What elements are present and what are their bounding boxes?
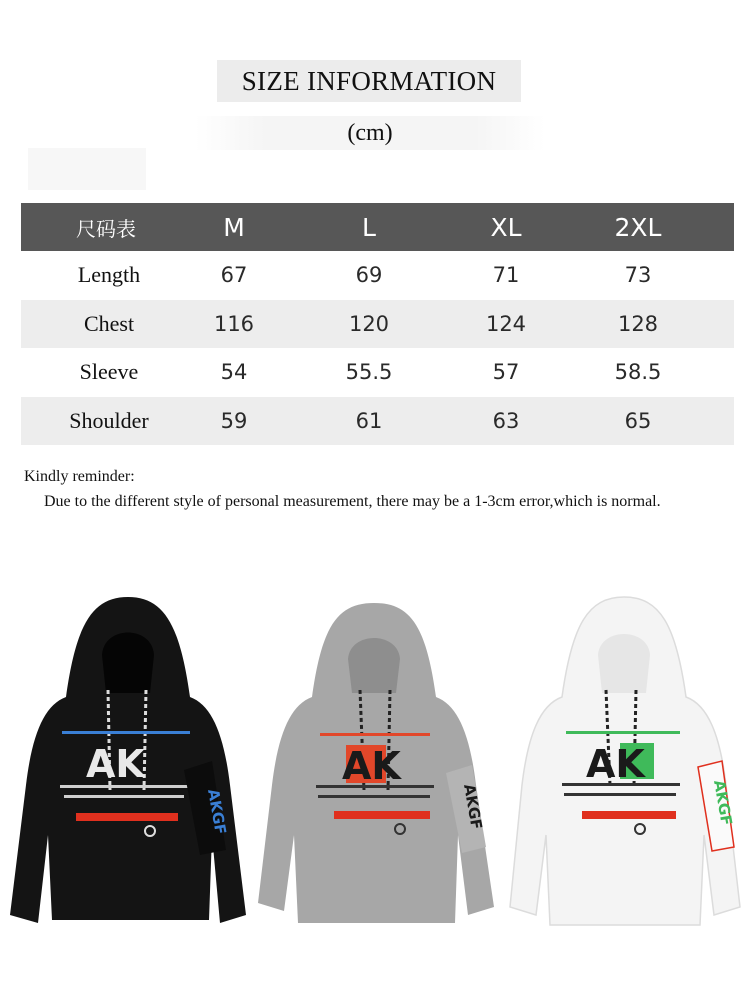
row-label: Sleeve bbox=[79, 359, 139, 385]
black-hoodie-image bbox=[4, 585, 254, 955]
row-label: Chest bbox=[83, 310, 135, 336]
page-title: SIZE INFORMATION bbox=[217, 60, 521, 102]
sleeve-print-text: AKGF bbox=[204, 787, 230, 836]
hood-opening bbox=[348, 638, 400, 693]
table-row-chest bbox=[21, 300, 734, 349]
reminder-text: Due to the different style of personal measurement, there may be a 1-3cm error,which is normal. bbox=[44, 493, 661, 510]
sleeve-print-text: AKGF bbox=[710, 778, 736, 827]
header-size-l: L bbox=[362, 212, 376, 242]
zipper-pocket bbox=[334, 811, 430, 819]
cell-value: 59 bbox=[220, 408, 248, 433]
cell-value: 58.5 bbox=[614, 360, 662, 385]
grey-hoodie-image bbox=[250, 585, 500, 955]
cell-value: 116 bbox=[213, 311, 255, 336]
row-label: Shoulder bbox=[69, 407, 149, 433]
front-print-text: AK bbox=[586, 742, 645, 786]
cell-value: 69 bbox=[355, 263, 383, 288]
cell-value: 63 bbox=[492, 408, 520, 433]
header-size-m: M bbox=[223, 212, 245, 242]
header-size-chart-label: 尺码表 bbox=[76, 216, 136, 241]
cell-value: 57 bbox=[492, 360, 520, 385]
white-hoodie-image bbox=[500, 585, 750, 955]
blurred-watermark-patch bbox=[28, 148, 146, 190]
zipper-pocket bbox=[582, 811, 676, 819]
hoodie-illustration bbox=[4, 585, 254, 955]
header-size-xl: XL bbox=[490, 212, 522, 242]
row-label: Length bbox=[77, 262, 141, 288]
hood-opening bbox=[102, 633, 154, 694]
front-print-text: AK bbox=[342, 744, 401, 788]
cell-value: 73 bbox=[624, 263, 652, 288]
cell-value: 65 bbox=[624, 408, 652, 433]
table-row-shoulder bbox=[21, 397, 734, 446]
cell-value: 54 bbox=[220, 360, 248, 385]
unit-label: (cm) bbox=[195, 116, 545, 150]
size-table-header bbox=[21, 203, 734, 251]
cell-value: 71 bbox=[492, 263, 520, 288]
cell-value: 55.5 bbox=[345, 360, 393, 385]
cell-value: 124 bbox=[485, 311, 527, 336]
cell-value: 120 bbox=[348, 311, 390, 336]
reminder-title: Kindly reminder: bbox=[24, 468, 135, 485]
cell-value: 67 bbox=[220, 263, 248, 288]
hoodie-illustration bbox=[250, 585, 500, 955]
front-print-text: AK bbox=[86, 742, 145, 786]
table-row-sleeve bbox=[21, 348, 734, 397]
table-row-length bbox=[21, 251, 734, 300]
sleeve-print-text: AKGF bbox=[460, 782, 486, 831]
cell-value: 128 bbox=[617, 311, 659, 336]
hood-opening bbox=[598, 634, 650, 693]
size-table bbox=[21, 203, 734, 445]
cell-value: 61 bbox=[355, 408, 383, 433]
header-size-2xl: 2XL bbox=[614, 212, 662, 242]
zipper-pocket bbox=[76, 813, 178, 821]
hoodie-illustration bbox=[500, 585, 750, 955]
